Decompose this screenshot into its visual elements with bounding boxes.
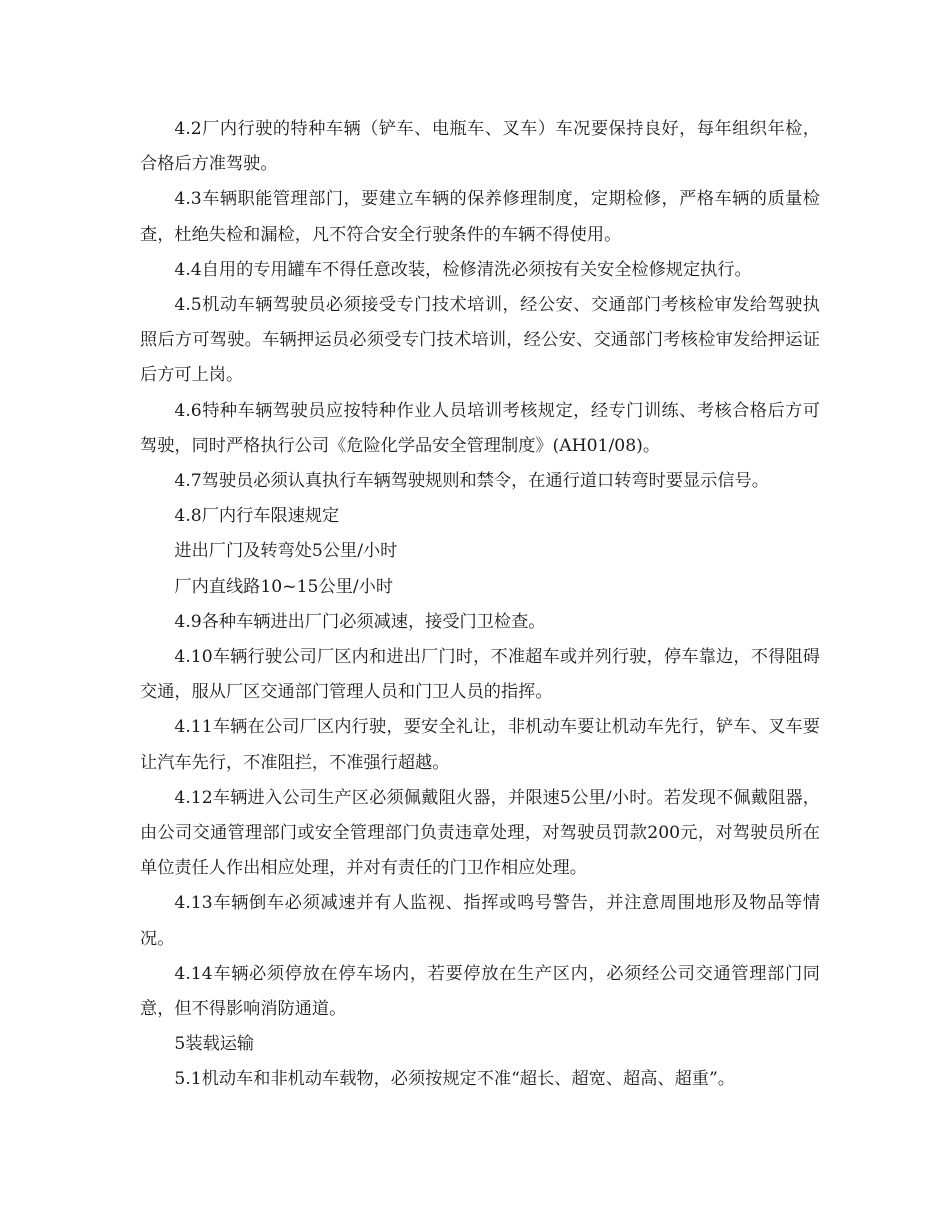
paragraph-4-7: 4.7驾驶员必须认真执行车辆驾驶规则和禁令，在通行道口转弯时要显示信号。 (174, 471, 769, 492)
speed-limit-straight: 厂内直线路10~15公里/小时 (174, 576, 394, 597)
document-body (140, 112, 820, 1098)
section-heading-5: 5装载运输 (174, 1034, 255, 1055)
paragraph-4-2: 4.2厂内行驶的特种车辆（铲车、电瓶车、叉车）车况要保持良好，每年组织年检，合格后方准驾驶。 (140, 119, 820, 175)
paragraph-4-12: 4.12车辆进入公司生产区必须佩戴阻火器，并限速5公里/小时。若发现不佩戴阻器，由公司交通管理部门或安全管理部门负责违章处理，对驾驶员罚款200元，对驾驶员所在单位责任人作出相应处理，并对有责任的门卫作相应处理。 (140, 787, 820, 879)
paragraph-4-14: 4.14车辆必须停放在停车场内，若要停放在生产区内，必须经公司交通管理部门同意，但不得影响消防通道。 (140, 963, 820, 1020)
paragraph-4-5: 4.5机动车辆驾驶员必须接受专门技术培训，经公安、交通部门考核检审发给驾驶执照后方可驾驶。车辆押运员必须受专门技术培训，经公安、交通部门考核检审发给押运证后方可上岗。 (140, 295, 820, 386)
paragraph-4-11: 4.11车辆在公司厂区内行驶，要安全礼让，非机动车要让机动车先行，铲车、叉车要让汽车先行，不准阻拦，不准强行超越。 (140, 717, 820, 773)
paragraph-5-1: 5.1机动车和非机动车载物，必须按规定不准“超长、超宽、超高、超重”。 (174, 1069, 735, 1090)
paragraph-4-3: 4.3车辆职能管理部门，要建立车辆的保养修理制度，定期检修，严格车辆的质量检查，杜绝失检和漏检，凡不符合安全行驶条件的车辆不得使用。 (140, 189, 820, 245)
paragraph-4-8: 4.8厂内行车限速规定 (174, 506, 340, 527)
paragraph-4-13: 4.13车辆倒车必须减速并有人监视、指挥或鸣号警告，并注意周围地形及物品等情况。 (140, 893, 820, 949)
paragraph-4-10: 4.10车辆行驶公司厂区内和进出厂门时，不准超车或并列行驶，停车靠边，不得阻碍交通，服从厂区交通部门管理人员和门卫人员的指挥。 (140, 647, 820, 703)
paragraph-4-9: 4.9各种车辆进出厂门必须减速，接受门卫检查。 (174, 611, 546, 632)
paragraph-4-6: 4.6特种车辆驾驶员应按特种作业人员培训考核规定，经专门训练、考核合格后方可驾驶，同时严格执行公司《危险化学品安全管理制度》(AH01/08)。 (140, 400, 820, 456)
speed-limit-gate: 进出厂门及转弯处5公里/小时 (174, 541, 398, 562)
paragraph-4-4: 4.4自用的专用罐车不得任意改装，检修清洗必须按有关安全检修规定执行。 (174, 259, 752, 280)
